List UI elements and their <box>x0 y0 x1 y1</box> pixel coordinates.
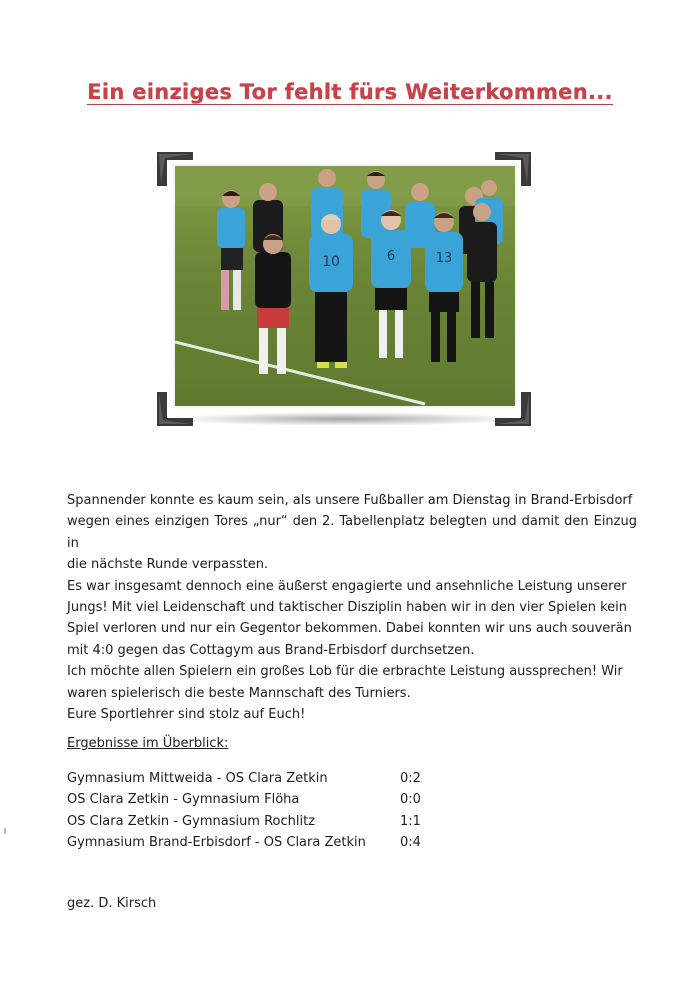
result-match: OS Clara Zetkin - Gymnasium Rochlitz <box>67 813 316 829</box>
signature: gez. D. Kirsch <box>67 896 157 911</box>
result-match: Gymnasium Mittweida - OS Clara Zetkin <box>67 771 328 786</box>
result-score: 1:1 <box>400 813 421 829</box>
team-photo-frame <box>155 150 533 428</box>
body-line: waren spielerisch die beste Mannschaft des Turniers. <box>67 685 411 701</box>
body-line: mit 4:0 gegen das Cottagym aus Brand-Erbisdorf durchsetzen. <box>67 642 475 658</box>
page-title: Ein einziges Tor fehlt fürs Weiterkommen... <box>87 80 613 104</box>
body-line: wegen eines einzigen Tores „nur“ den 2. Tabellenplatz belegten und damit den Einzug in <box>67 514 637 551</box>
result-row <box>67 789 447 810</box>
body-line: die nächste Runde verpassten. <box>67 557 269 573</box>
result-score: 0:4 <box>400 835 421 851</box>
result-match: Gymnasium Brand-Erbisdorf - OS Clara Zetkin <box>67 835 366 851</box>
jersey-number-13: 13 <box>435 251 453 266</box>
result-score: 0:0 <box>400 792 421 808</box>
photo-shadow <box>169 412 521 426</box>
photo-corner-bottom-left <box>155 388 195 428</box>
body-line: Jungs! Mit viel Leidenschaft und taktischer Disziplin haben wir in den vier Spielen kein <box>67 600 628 616</box>
result-row <box>67 832 447 853</box>
team-photo <box>173 164 517 408</box>
photo-corner-top-left <box>155 150 195 190</box>
body-line: Eure Sportlehrer sind stolz auf Euch! <box>67 707 306 723</box>
results-heading: Ergebnisse im Überblick: <box>67 736 229 751</box>
result-row <box>67 811 447 832</box>
article-body <box>67 490 637 725</box>
photo-corner-top-right <box>493 150 533 190</box>
results-list <box>67 768 447 854</box>
body-line: Spiel verloren und nur ein Gegentor bekommen. Dabei konnten wir uns auch souverän <box>67 621 632 637</box>
result-score: 0:2 <box>400 771 421 786</box>
body-line: Ich möchte allen Spielern ein großes Lob für die erbrachte Leistung aussprechen! Wir <box>67 664 623 680</box>
result-row <box>67 768 447 789</box>
scan-mark <box>4 828 6 834</box>
jersey-number-10: 10 <box>322 254 340 270</box>
body-line: Spannender konnte es kaum sein, als unsere Fußballer am Dienstag in Brand-Erbisdorf <box>67 493 633 508</box>
team-huddle-image <box>175 166 515 406</box>
photo-corner-bottom-right <box>493 388 533 428</box>
jersey-number-6: 6 <box>386 249 396 264</box>
body-line: Es war insgesamt dennoch eine äußerst engagierte und ansehnliche Leistung unserer <box>67 578 627 594</box>
result-match: OS Clara Zetkin - Gymnasium Flöha <box>67 792 300 808</box>
